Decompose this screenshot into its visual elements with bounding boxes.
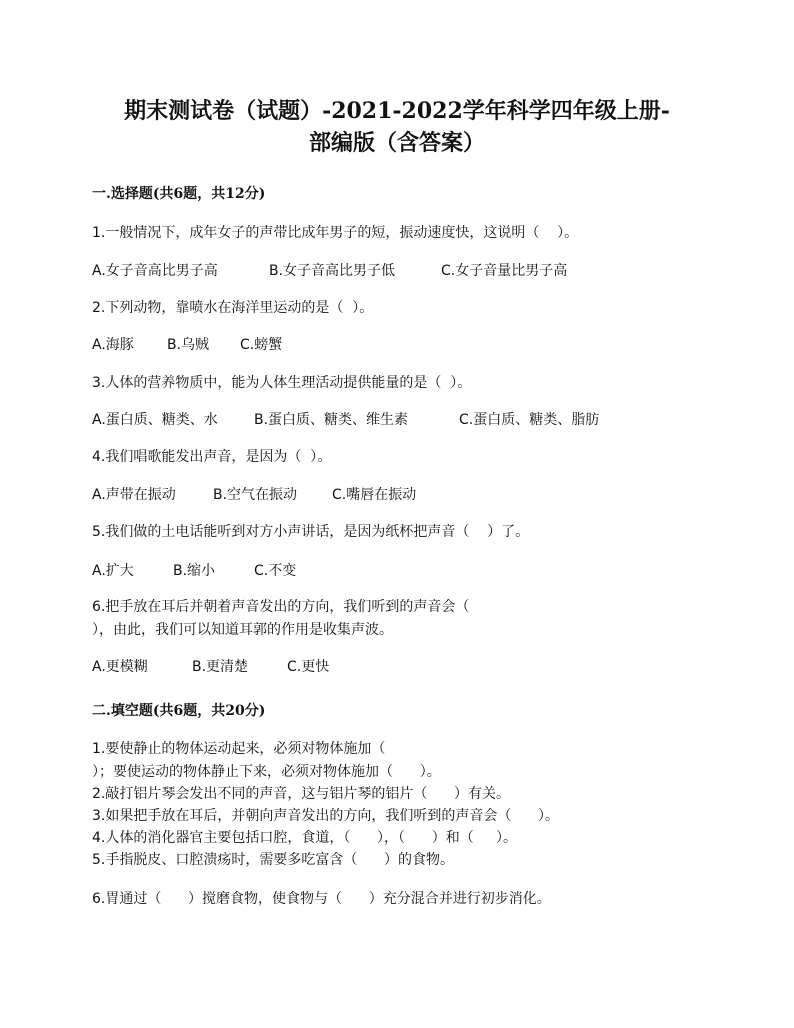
- option-b: B.蛋白质、糖类、维生素: [254, 412, 409, 428]
- question-5-options: [92, 562, 296, 580]
- fill-4: 4.人体的消化器官主要包括口腔，食道，（ ），（ ）和（ ）。: [92, 830, 518, 846]
- fill-3: 3.如果把手放在耳后，并朝向声音发出的方向，我们听到的声音会（ ）。: [92, 808, 560, 824]
- option-c: C.蛋白质、糖类、脂肪: [459, 412, 600, 428]
- option-a: A.声带在振动: [92, 487, 176, 503]
- fill-5: 5.手指脱皮、口腔溃疡时，需要多吃富含（ ）的食物。: [92, 852, 455, 868]
- option-c: C.更快: [287, 659, 330, 675]
- fill-1-line1: 1.要使静止的物体运动起来，必须对物体施加（: [92, 741, 386, 757]
- option-a: A.女子音高比男子高: [92, 263, 218, 279]
- fill-1-line2: ）；要使运动的物体静止下来，必须对物体施加（ ）。: [92, 764, 441, 780]
- question-4: 4.我们唱歌能发出声音，是因为（ ）。: [92, 449, 332, 465]
- option-c: C.螃蟹: [240, 337, 283, 353]
- option-b: B.更清楚: [192, 659, 249, 675]
- exam-title-line1: 期末测试卷（试题）-2021-2022学年科学四年级上册-: [124, 98, 670, 124]
- fill-6: 6.胃通过（ ）搅磨食物，使食物与（ ）充分混合并进行初步消化。: [92, 891, 551, 907]
- question-2: 2.下列动物，靠喷水在海洋里运动的是（ ）。: [92, 300, 374, 316]
- question-2-options: [92, 336, 282, 354]
- section-choice-heading: 一.选择题(共6题，共12分): [92, 186, 266, 202]
- question-1-options: [92, 262, 567, 280]
- exam-title-line2: 部编版（含答案）: [308, 130, 485, 156]
- question-5: 5.我们做的土电话能听到对方小声讲话，是因为纸杯把声音（ ）了。: [92, 524, 530, 540]
- option-a: A.海豚: [92, 337, 134, 353]
- question-3-options: [92, 411, 599, 429]
- question-6-line2: ），由此，我们可以知道耳郭的作用是收集声波。: [92, 622, 393, 638]
- question-6-options: [92, 658, 329, 676]
- option-a: A.扩大: [92, 563, 134, 579]
- option-c: C.女子音量比男子高: [441, 263, 568, 279]
- option-b: B.女子音高比男子低: [269, 263, 396, 279]
- question-1: 1.一般情况下，成年女子的声带比成年男子的短，振动速度快，这说明（ ）。: [92, 225, 579, 241]
- option-c: C.不变: [254, 563, 297, 579]
- option-b: B.缩小: [173, 563, 216, 579]
- question-6-line1: 6.把手放在耳后并朝着声音发出的方向，我们听到的声音会（: [92, 599, 470, 615]
- option-a: A.蛋白质、糖类、水: [92, 412, 218, 428]
- section-fill-heading: 二.填空题(共6题，共20分): [92, 703, 266, 719]
- question-4-options: [92, 486, 416, 504]
- option-b: B.空气在振动: [213, 487, 298, 503]
- question-3: 3.人体的营养物质中，能为人体生理活动提供能量的是（ ）。: [92, 375, 472, 391]
- option-b: B.乌贼: [167, 337, 210, 353]
- option-a: A.更模糊: [92, 659, 148, 675]
- fill-2: 2.敲打铝片琴会发出不同的声音，这与铝片琴的铝片（ ）有关。: [92, 786, 511, 802]
- option-c: C.嘴唇在振动: [332, 487, 417, 503]
